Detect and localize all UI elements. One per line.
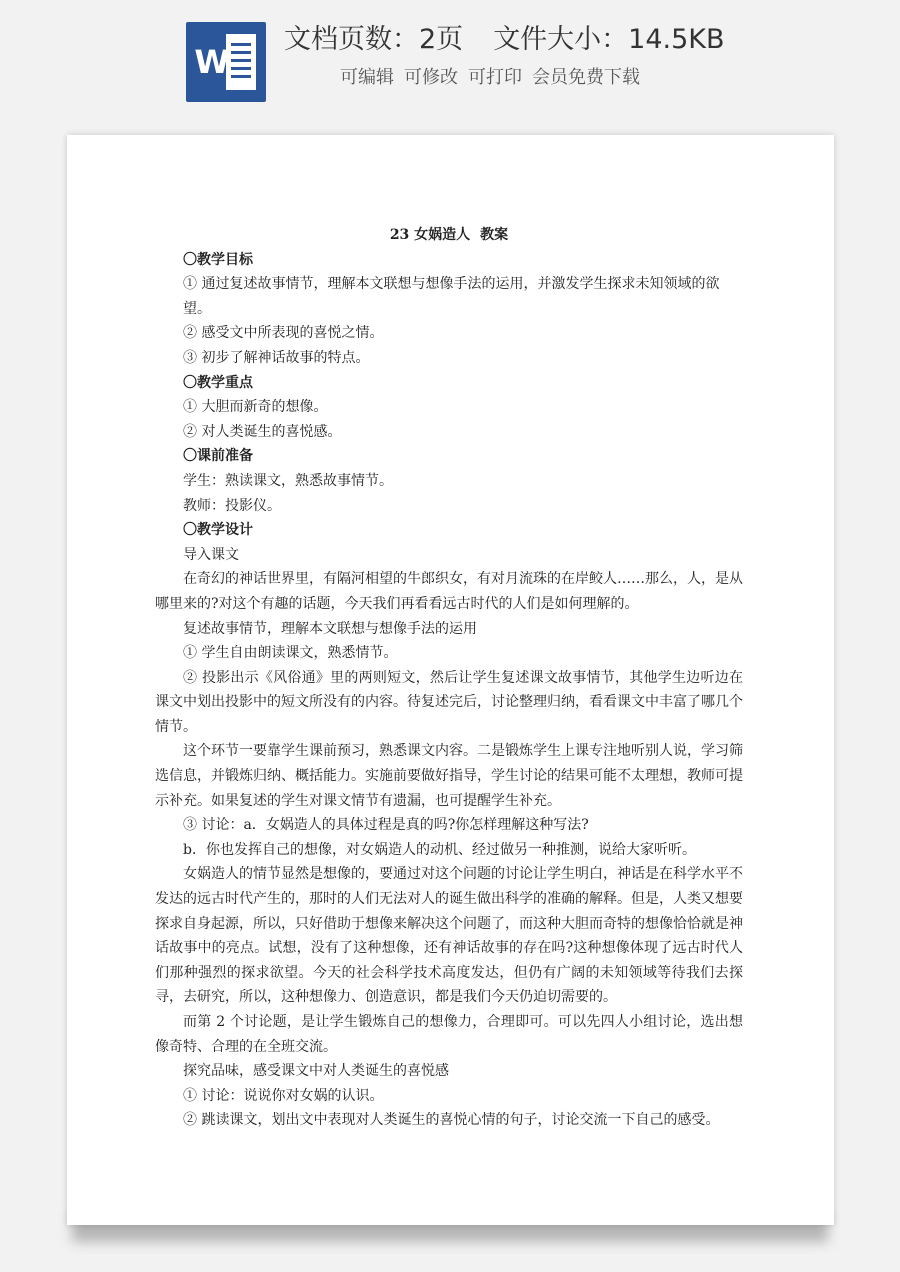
feature-list bbox=[340, 64, 650, 92]
preparation-item: 教师：投影仪。 bbox=[183, 497, 281, 514]
design-paragraph: ③ 讨论：a．女娲造人的具体过程是真的吗?你怎样理解这种写法? bbox=[183, 817, 589, 834]
word-icon-letter: W bbox=[194, 43, 230, 81]
goal-item: ③ 初步了解神话故事的特点。 bbox=[183, 349, 370, 366]
design-paragraph: 在奇幻的神话世界里，有隔河相望的牛郎织女，有对月流珠的在岸鲛人……那么，人，是从哪里来的?对这个有趣的话题，今天我们再看看远古时代的人们是如何理解的。 bbox=[155, 571, 743, 612]
feature-printable: 可打印 bbox=[468, 67, 522, 88]
design-paragraph: 这个环节一要靠学生课前预习，熟悉课文内容。二是锻炼学生上课专注地听别人说，学习筛选信息，并锻炼归纳、概括能力。实施前要做好指导，学生讨论的结果可能不太理想，教师可提示补充。如果复述的学生对课文情节有遗漏，也可提醒学生补充。 bbox=[155, 743, 743, 809]
goal-item: ② 感受文中所表现的喜悦之情。 bbox=[183, 325, 384, 342]
file-size: 文件大小：14.5KB bbox=[493, 24, 725, 55]
design-paragraph: 而第 2 个讨论题，是让学生锻炼自己的想像力，合理即可。可以先四人小组讨论，选出想像奇特、合理的在全班交流。 bbox=[155, 1014, 743, 1055]
section-heading-design: 〇教学设计 bbox=[183, 522, 253, 539]
doc-title bbox=[155, 223, 743, 248]
doc-title-sub: 教案 bbox=[480, 227, 509, 243]
document-content bbox=[155, 223, 743, 1133]
design-paragraph: ② 跳读课文，划出文中表现对人类诞生的喜悦心情的句子，讨论交流一下自己的感受。 bbox=[183, 1112, 720, 1129]
design-paragraph: 探究品味，感受课文中对人类诞生的喜悦感 bbox=[183, 1063, 449, 1080]
feature-modifiable: 可修改 bbox=[404, 67, 458, 88]
document-page bbox=[67, 135, 834, 1225]
design-paragraph: 复述故事情节，理解本文联想与想像手法的运用 bbox=[183, 620, 477, 637]
doc-title-main: 23 女娲造人 bbox=[389, 227, 471, 243]
download-header bbox=[0, 0, 900, 120]
page-count: 文档页数：2页 bbox=[284, 24, 464, 55]
section-heading-focus: 〇教学重点 bbox=[183, 374, 253, 391]
feature-editable: 可编辑 bbox=[340, 67, 394, 88]
goal-item: ① 通过复述故事情节，理解本文联想与想像手法的运用，并激发学生探求未知领域的欲望。 bbox=[183, 276, 720, 317]
focus-item: ② 对人类诞生的喜悦感。 bbox=[183, 423, 342, 440]
preparation-item: 学生：熟读课文，熟悉故事情节。 bbox=[183, 472, 393, 489]
file-info bbox=[284, 20, 725, 60]
focus-item: ① 大胆而新奇的想像。 bbox=[183, 399, 328, 416]
word-document-icon bbox=[186, 22, 266, 102]
design-paragraph: ② 投影出示《风俗通》里的两则短文，然后让学生复述课文故事情节，其他学生边听边在课文中划出投影中的短文所没有的内容。待复述完后，讨论整理归纳，看看课文中丰富了哪几个情节。 bbox=[155, 669, 743, 735]
design-paragraph: 女娲造人的情节显然是想像的，要通过对这个问题的讨论让学生明白，神话是在科学水平不发达的远古时代产生的，那时的人们无法对人的诞生做出科学的准确的解释。但是，人类又想要探求自身起源，所以，只好借助于想像来解决这个问题了，而这种大胆而奇特的想像恰恰就是神话故事中的亮点。试想，没有了这种想像，还有神话故事的存在吗?这种想像体现了远古时代人们那种强烈的探求欲望。今天的社会科学技术高度发达，但仍有广阔的未知领域等待我们去探寻，去研究，所以，这种想像力、创造意识，都是我们今天仍迫切需要的。 bbox=[155, 866, 743, 1006]
design-paragraph: 导入课文 bbox=[183, 546, 239, 563]
feature-free-download: 会员免费下载 bbox=[532, 67, 640, 88]
design-paragraph: ① 学生自由朗读课文，熟悉情节。 bbox=[183, 645, 398, 662]
design-paragraph: b．你也发挥自己的想像，对女娲造人的动机、经过做另一种推测，说给大家听听。 bbox=[183, 841, 696, 858]
design-paragraph: ① 讨论：说说你对女娲的认识。 bbox=[183, 1087, 384, 1104]
section-heading-preparation: 〇课前准备 bbox=[183, 448, 253, 465]
section-heading-goals: 〇教学目标 bbox=[183, 251, 253, 268]
